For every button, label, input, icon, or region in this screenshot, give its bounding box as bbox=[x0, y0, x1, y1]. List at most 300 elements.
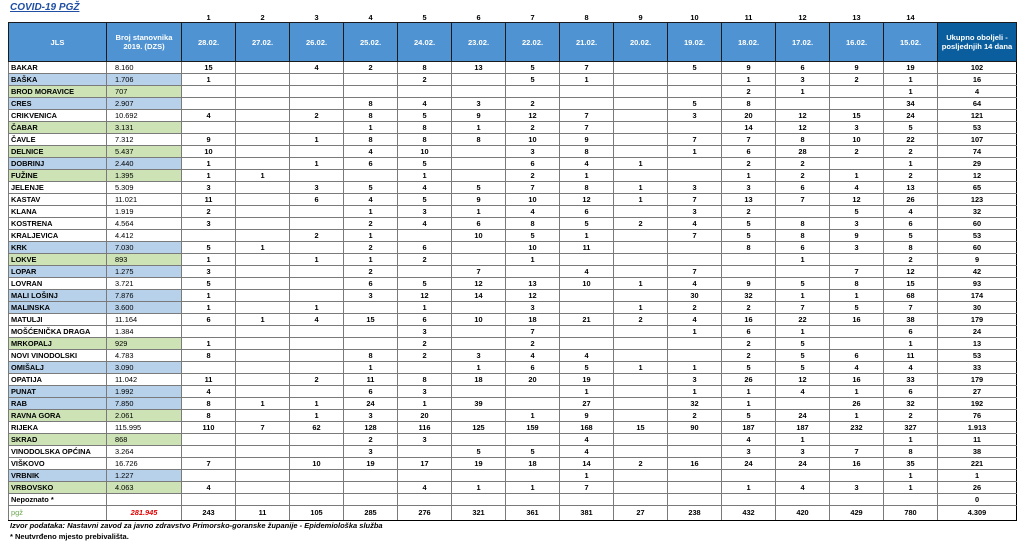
daily-cases: 26 bbox=[830, 398, 884, 410]
daily-cases: 1 bbox=[884, 158, 938, 170]
daily-cases bbox=[236, 86, 290, 98]
daily-cases bbox=[344, 326, 398, 338]
daily-cases bbox=[830, 158, 884, 170]
daily-cases: 5 bbox=[506, 230, 560, 242]
column-number: 7 bbox=[530, 13, 535, 22]
municipality-name: LOVRAN bbox=[9, 278, 107, 290]
table-row bbox=[9, 494, 1017, 506]
daily-cases bbox=[614, 122, 668, 134]
municipality-name: LOPAR bbox=[9, 266, 107, 278]
daily-cases: 6 bbox=[398, 314, 452, 326]
daily-cases bbox=[290, 74, 344, 86]
daily-cases: 1 bbox=[776, 326, 830, 338]
daily-cases: 1 bbox=[290, 254, 344, 266]
date-header: 24.02. bbox=[398, 23, 452, 62]
municipality-name: MRKOPALJ bbox=[9, 338, 107, 350]
daily-cases: 33 bbox=[884, 374, 938, 386]
table-row bbox=[9, 230, 1017, 242]
total-cases: 53 bbox=[938, 122, 1017, 134]
daily-cases: 10 bbox=[452, 230, 506, 242]
daily-cases: 8 bbox=[560, 182, 614, 194]
page-title: COVID-19 PGŽ bbox=[10, 2, 80, 13]
covid-table bbox=[8, 13, 1017, 521]
daily-cases: 5 bbox=[776, 338, 830, 350]
daily-cases: 3 bbox=[344, 410, 398, 422]
municipality-name: RIJEKA bbox=[9, 422, 107, 434]
population-value: 4.412 bbox=[107, 230, 182, 242]
daily-cases bbox=[614, 62, 668, 74]
daily-cases: 1 bbox=[776, 86, 830, 98]
table-row bbox=[9, 182, 1017, 194]
population-value: 11.164 bbox=[107, 314, 182, 326]
daily-cases bbox=[560, 290, 614, 302]
daily-cases bbox=[236, 206, 290, 218]
date-header: 22.02. bbox=[506, 23, 560, 62]
daily-cases: 1 bbox=[884, 470, 938, 482]
daily-cases: 5 bbox=[884, 230, 938, 242]
total-cases: 12 bbox=[938, 170, 1017, 182]
daily-cases: 2 bbox=[722, 86, 776, 98]
daily-cases bbox=[668, 158, 722, 170]
daily-cases: 2 bbox=[722, 302, 776, 314]
daily-cases bbox=[668, 170, 722, 182]
daily-cases bbox=[452, 326, 506, 338]
daily-cases bbox=[614, 386, 668, 398]
daily-cases: 3 bbox=[344, 290, 398, 302]
municipality-name: MALI LOŠINJ bbox=[9, 290, 107, 302]
daily-cases: 17 bbox=[398, 458, 452, 470]
population-value: 8.160 bbox=[107, 62, 182, 74]
daily-total: 11 bbox=[236, 506, 290, 521]
date-header: 18.02. bbox=[722, 23, 776, 62]
municipality-name: CRES bbox=[9, 98, 107, 110]
daily-cases: 5 bbox=[506, 74, 560, 86]
daily-cases: 35 bbox=[884, 458, 938, 470]
daily-cases bbox=[506, 86, 560, 98]
daily-cases bbox=[776, 398, 830, 410]
population-value: 3.264 bbox=[107, 446, 182, 458]
population-value: 1.384 bbox=[107, 326, 182, 338]
daily-cases bbox=[614, 398, 668, 410]
daily-total: 381 bbox=[560, 506, 614, 521]
municipality-name: PUNAT bbox=[9, 386, 107, 398]
daily-cases bbox=[290, 206, 344, 218]
daily-cases: 16 bbox=[668, 458, 722, 470]
daily-cases bbox=[290, 122, 344, 134]
column-number: 9 bbox=[638, 13, 643, 22]
total-cases: 179 bbox=[938, 314, 1017, 326]
daily-cases bbox=[344, 170, 398, 182]
daily-cases: 3 bbox=[398, 206, 452, 218]
daily-cases: 10 bbox=[290, 458, 344, 470]
population-value: 1.992 bbox=[107, 386, 182, 398]
daily-cases bbox=[668, 338, 722, 350]
daily-cases: 28 bbox=[776, 146, 830, 158]
daily-cases: 14 bbox=[722, 122, 776, 134]
daily-cases bbox=[668, 482, 722, 494]
daily-total: 321 bbox=[452, 506, 506, 521]
daily-cases: 8 bbox=[398, 62, 452, 74]
daily-cases: 1 bbox=[722, 74, 776, 86]
daily-cases bbox=[452, 494, 506, 506]
total-cases: 221 bbox=[938, 458, 1017, 470]
municipality-name: OMIŠALJ bbox=[9, 362, 107, 374]
daily-cases: 1 bbox=[560, 170, 614, 182]
municipality-name: BAŠKA bbox=[9, 74, 107, 86]
table-row bbox=[9, 206, 1017, 218]
table-row bbox=[9, 170, 1017, 182]
daily-cases: 7 bbox=[884, 302, 938, 314]
daily-cases bbox=[290, 386, 344, 398]
daily-cases: 21 bbox=[560, 314, 614, 326]
daily-cases: 8 bbox=[344, 134, 398, 146]
daily-cases: 22 bbox=[776, 314, 830, 326]
total-cases: 76 bbox=[938, 410, 1017, 422]
daily-cases: 10 bbox=[182, 146, 236, 158]
date-header: 21.02. bbox=[560, 23, 614, 62]
daily-cases: 1 bbox=[344, 122, 398, 134]
municipality-name: VRBOVSKO bbox=[9, 482, 107, 494]
daily-total: 27 bbox=[614, 506, 668, 521]
total-cases: 32 bbox=[938, 206, 1017, 218]
daily-cases: 2 bbox=[668, 410, 722, 422]
daily-cases: 3 bbox=[182, 266, 236, 278]
daily-cases: 4 bbox=[290, 314, 344, 326]
total-cases: 11 bbox=[938, 434, 1017, 446]
daily-cases: 12 bbox=[776, 110, 830, 122]
daily-cases: 62 bbox=[290, 422, 344, 434]
daily-cases: 1 bbox=[776, 290, 830, 302]
daily-cases: 8 bbox=[398, 374, 452, 386]
daily-cases: 5 bbox=[182, 278, 236, 290]
daily-cases: 8 bbox=[506, 218, 560, 230]
daily-cases: 5 bbox=[506, 62, 560, 74]
daily-cases: 7 bbox=[506, 326, 560, 338]
header-row bbox=[9, 23, 1017, 62]
daily-cases: 4 bbox=[506, 206, 560, 218]
daily-cases: 12 bbox=[398, 290, 452, 302]
daily-cases: 22 bbox=[884, 134, 938, 146]
daily-cases bbox=[614, 446, 668, 458]
daily-cases: 15 bbox=[182, 62, 236, 74]
jls-header: JLS bbox=[9, 23, 107, 62]
table-row bbox=[9, 158, 1017, 170]
population-value: 893 bbox=[107, 254, 182, 266]
total-cases: 9 bbox=[938, 254, 1017, 266]
daily-cases bbox=[236, 74, 290, 86]
daily-cases: 4 bbox=[884, 362, 938, 374]
daily-cases bbox=[236, 362, 290, 374]
daily-cases: 232 bbox=[830, 422, 884, 434]
daily-cases: 2 bbox=[614, 458, 668, 470]
daily-cases: 3 bbox=[668, 182, 722, 194]
daily-cases: 2 bbox=[344, 242, 398, 254]
total-cases: 1 bbox=[938, 470, 1017, 482]
daily-cases bbox=[236, 338, 290, 350]
column-number: 3 bbox=[314, 13, 319, 22]
daily-cases bbox=[560, 302, 614, 314]
daily-cases: 5 bbox=[398, 194, 452, 206]
municipality-name: KRALJEVICA bbox=[9, 230, 107, 242]
daily-cases: 8 bbox=[398, 134, 452, 146]
daily-cases: 2 bbox=[506, 338, 560, 350]
daily-cases: 1 bbox=[830, 386, 884, 398]
population-value: 7.850 bbox=[107, 398, 182, 410]
population-value: 3.090 bbox=[107, 362, 182, 374]
daily-cases: 20 bbox=[506, 374, 560, 386]
daily-cases bbox=[290, 338, 344, 350]
daily-cases: 5 bbox=[776, 350, 830, 362]
daily-cases bbox=[182, 362, 236, 374]
daily-cases bbox=[776, 206, 830, 218]
daily-cases: 6 bbox=[830, 350, 884, 362]
grand-total: 4.309 bbox=[938, 506, 1017, 521]
daily-cases bbox=[668, 434, 722, 446]
table-row bbox=[9, 326, 1017, 338]
daily-cases bbox=[506, 470, 560, 482]
total-cases: 60 bbox=[938, 218, 1017, 230]
daily-cases: 5 bbox=[452, 182, 506, 194]
daily-cases: 6 bbox=[776, 62, 830, 74]
county-population: 281.945 bbox=[107, 506, 182, 521]
daily-cases: 3 bbox=[668, 206, 722, 218]
daily-cases: 4 bbox=[398, 218, 452, 230]
daily-cases: 8 bbox=[884, 446, 938, 458]
table-row bbox=[9, 290, 1017, 302]
daily-cases: 5 bbox=[776, 362, 830, 374]
daily-cases bbox=[506, 386, 560, 398]
daily-cases bbox=[398, 470, 452, 482]
municipality-name: KASTAV bbox=[9, 194, 107, 206]
daily-cases bbox=[614, 326, 668, 338]
daily-cases bbox=[668, 470, 722, 482]
table-row bbox=[9, 74, 1017, 86]
daily-cases: 2 bbox=[614, 314, 668, 326]
date-header: 15.02. bbox=[884, 23, 938, 62]
municipality-name: VIŠKOVO bbox=[9, 458, 107, 470]
daily-cases: 2 bbox=[668, 302, 722, 314]
daily-cases bbox=[614, 494, 668, 506]
population-value: 2.061 bbox=[107, 410, 182, 422]
daily-cases: 5 bbox=[830, 302, 884, 314]
daily-cases: 24 bbox=[722, 458, 776, 470]
daily-cases: 1 bbox=[290, 410, 344, 422]
daily-cases: 1 bbox=[614, 362, 668, 374]
daily-cases: 27 bbox=[560, 398, 614, 410]
daily-cases: 1 bbox=[560, 230, 614, 242]
daily-cases: 26 bbox=[884, 194, 938, 206]
daily-cases bbox=[614, 338, 668, 350]
daily-cases bbox=[344, 470, 398, 482]
daily-cases: 1 bbox=[236, 170, 290, 182]
daily-cases bbox=[182, 494, 236, 506]
daily-cases: 4 bbox=[668, 278, 722, 290]
daily-cases: 5 bbox=[452, 446, 506, 458]
daily-cases bbox=[290, 170, 344, 182]
daily-cases: 2 bbox=[506, 170, 560, 182]
daily-cases: 187 bbox=[722, 422, 776, 434]
total-cases: 64 bbox=[938, 98, 1017, 110]
daily-cases bbox=[614, 242, 668, 254]
total-cases: 121 bbox=[938, 110, 1017, 122]
daily-cases bbox=[236, 266, 290, 278]
daily-cases bbox=[668, 254, 722, 266]
daily-cases bbox=[182, 230, 236, 242]
daily-cases: 8 bbox=[344, 98, 398, 110]
daily-cases: 38 bbox=[884, 314, 938, 326]
daily-cases: 1 bbox=[506, 410, 560, 422]
daily-cases: 3 bbox=[830, 218, 884, 230]
spacer-cell bbox=[9, 13, 107, 23]
daily-cases: 39 bbox=[452, 398, 506, 410]
daily-cases: 10 bbox=[560, 278, 614, 290]
daily-cases bbox=[290, 350, 344, 362]
column-number: 8 bbox=[584, 13, 589, 22]
daily-total: 285 bbox=[344, 506, 398, 521]
daily-cases bbox=[668, 494, 722, 506]
daily-cases bbox=[614, 374, 668, 386]
daily-cases bbox=[722, 266, 776, 278]
municipality-name: OPATIJA bbox=[9, 374, 107, 386]
daily-cases: 1 bbox=[884, 482, 938, 494]
daily-cases: 2 bbox=[614, 218, 668, 230]
daily-cases: 116 bbox=[398, 422, 452, 434]
municipality-name: BAKAR bbox=[9, 62, 107, 74]
daily-cases: 68 bbox=[884, 290, 938, 302]
municipality-name: SKRAD bbox=[9, 434, 107, 446]
daily-cases: 16 bbox=[830, 314, 884, 326]
daily-cases: 1 bbox=[722, 386, 776, 398]
spacer-cell bbox=[107, 13, 182, 23]
daily-cases bbox=[830, 494, 884, 506]
daily-cases: 3 bbox=[452, 98, 506, 110]
daily-cases bbox=[614, 434, 668, 446]
daily-cases: 9 bbox=[560, 134, 614, 146]
table-row bbox=[9, 338, 1017, 350]
daily-cases: 8 bbox=[560, 146, 614, 158]
daily-cases: 9 bbox=[560, 410, 614, 422]
daily-cases: 2 bbox=[344, 218, 398, 230]
daily-cases bbox=[290, 470, 344, 482]
population-value: 2.907 bbox=[107, 98, 182, 110]
total-cases: 53 bbox=[938, 230, 1017, 242]
daily-cases: 3 bbox=[668, 110, 722, 122]
daily-cases: 14 bbox=[452, 290, 506, 302]
population-value: 3.600 bbox=[107, 302, 182, 314]
daily-cases: 12 bbox=[506, 290, 560, 302]
daily-total: 238 bbox=[668, 506, 722, 521]
daily-cases: 1 bbox=[236, 314, 290, 326]
total-cases: 174 bbox=[938, 290, 1017, 302]
summary-row bbox=[9, 506, 1017, 521]
municipality-name: BROD MORAVICE bbox=[9, 86, 107, 98]
daily-cases bbox=[290, 494, 344, 506]
municipality-name: MATULJI bbox=[9, 314, 107, 326]
total-cases: 192 bbox=[938, 398, 1017, 410]
total-cases: 60 bbox=[938, 242, 1017, 254]
table-row bbox=[9, 86, 1017, 98]
daily-cases: 3 bbox=[506, 146, 560, 158]
daily-cases bbox=[290, 242, 344, 254]
daily-cases: 125 bbox=[452, 422, 506, 434]
daily-cases: 7 bbox=[668, 194, 722, 206]
daily-cases: 6 bbox=[344, 278, 398, 290]
daily-cases: 2 bbox=[722, 338, 776, 350]
column-number: 6 bbox=[476, 13, 481, 22]
daily-cases: 20 bbox=[398, 410, 452, 422]
daily-cases bbox=[290, 146, 344, 158]
daily-cases bbox=[506, 494, 560, 506]
daily-cases bbox=[452, 146, 506, 158]
daily-cases: 4 bbox=[344, 146, 398, 158]
total-cases: 26 bbox=[938, 482, 1017, 494]
daily-cases: 24 bbox=[884, 110, 938, 122]
daily-cases: 5 bbox=[398, 158, 452, 170]
daily-cases: 3 bbox=[506, 302, 560, 314]
daily-cases bbox=[290, 434, 344, 446]
county-label: pgž bbox=[9, 506, 107, 521]
daily-cases: 1 bbox=[344, 254, 398, 266]
daily-cases: 1 bbox=[884, 86, 938, 98]
daily-cases bbox=[344, 74, 398, 86]
daily-cases bbox=[344, 302, 398, 314]
daily-cases bbox=[236, 278, 290, 290]
source-note: Izvor podataka: Nastavni zavod za javno zdravstvo Primorsko-goranske županije - Epidemiološka služba bbox=[10, 521, 383, 530]
daily-cases: 1 bbox=[776, 434, 830, 446]
daily-cases: 6 bbox=[560, 206, 614, 218]
daily-cases: 1 bbox=[668, 386, 722, 398]
daily-cases: 1 bbox=[452, 122, 506, 134]
daily-cases bbox=[722, 494, 776, 506]
table-row bbox=[9, 410, 1017, 422]
daily-cases bbox=[614, 290, 668, 302]
daily-cases bbox=[614, 110, 668, 122]
daily-cases bbox=[182, 98, 236, 110]
daily-cases bbox=[614, 74, 668, 86]
daily-cases: 8 bbox=[344, 110, 398, 122]
daily-total: 420 bbox=[776, 506, 830, 521]
daily-cases: 3 bbox=[290, 182, 344, 194]
daily-cases: 6 bbox=[398, 242, 452, 254]
daily-cases bbox=[668, 350, 722, 362]
daily-cases: 1 bbox=[614, 278, 668, 290]
daily-cases: 2 bbox=[182, 206, 236, 218]
daily-cases: 1 bbox=[722, 482, 776, 494]
daily-cases: 12 bbox=[506, 110, 560, 122]
daily-cases: 4 bbox=[398, 482, 452, 494]
table-row bbox=[9, 122, 1017, 134]
daily-cases bbox=[398, 266, 452, 278]
daily-cases: 1 bbox=[236, 398, 290, 410]
daily-cases: 1 bbox=[560, 386, 614, 398]
daily-cases: 1 bbox=[614, 182, 668, 194]
daily-cases: 2 bbox=[290, 230, 344, 242]
daily-cases: 9 bbox=[722, 62, 776, 74]
population-value: 10.692 bbox=[107, 110, 182, 122]
daily-cases: 3 bbox=[722, 182, 776, 194]
daily-cases: 2 bbox=[884, 146, 938, 158]
daily-cases bbox=[290, 290, 344, 302]
municipality-name: MOŠĆENIČKA DRAGA bbox=[9, 326, 107, 338]
daily-cases: 6 bbox=[290, 194, 344, 206]
daily-cases: 5 bbox=[668, 62, 722, 74]
daily-cases: 4 bbox=[182, 110, 236, 122]
daily-cases bbox=[560, 254, 614, 266]
daily-cases: 6 bbox=[182, 314, 236, 326]
daily-cases bbox=[290, 278, 344, 290]
daily-cases bbox=[668, 86, 722, 98]
daily-cases: 6 bbox=[722, 326, 776, 338]
